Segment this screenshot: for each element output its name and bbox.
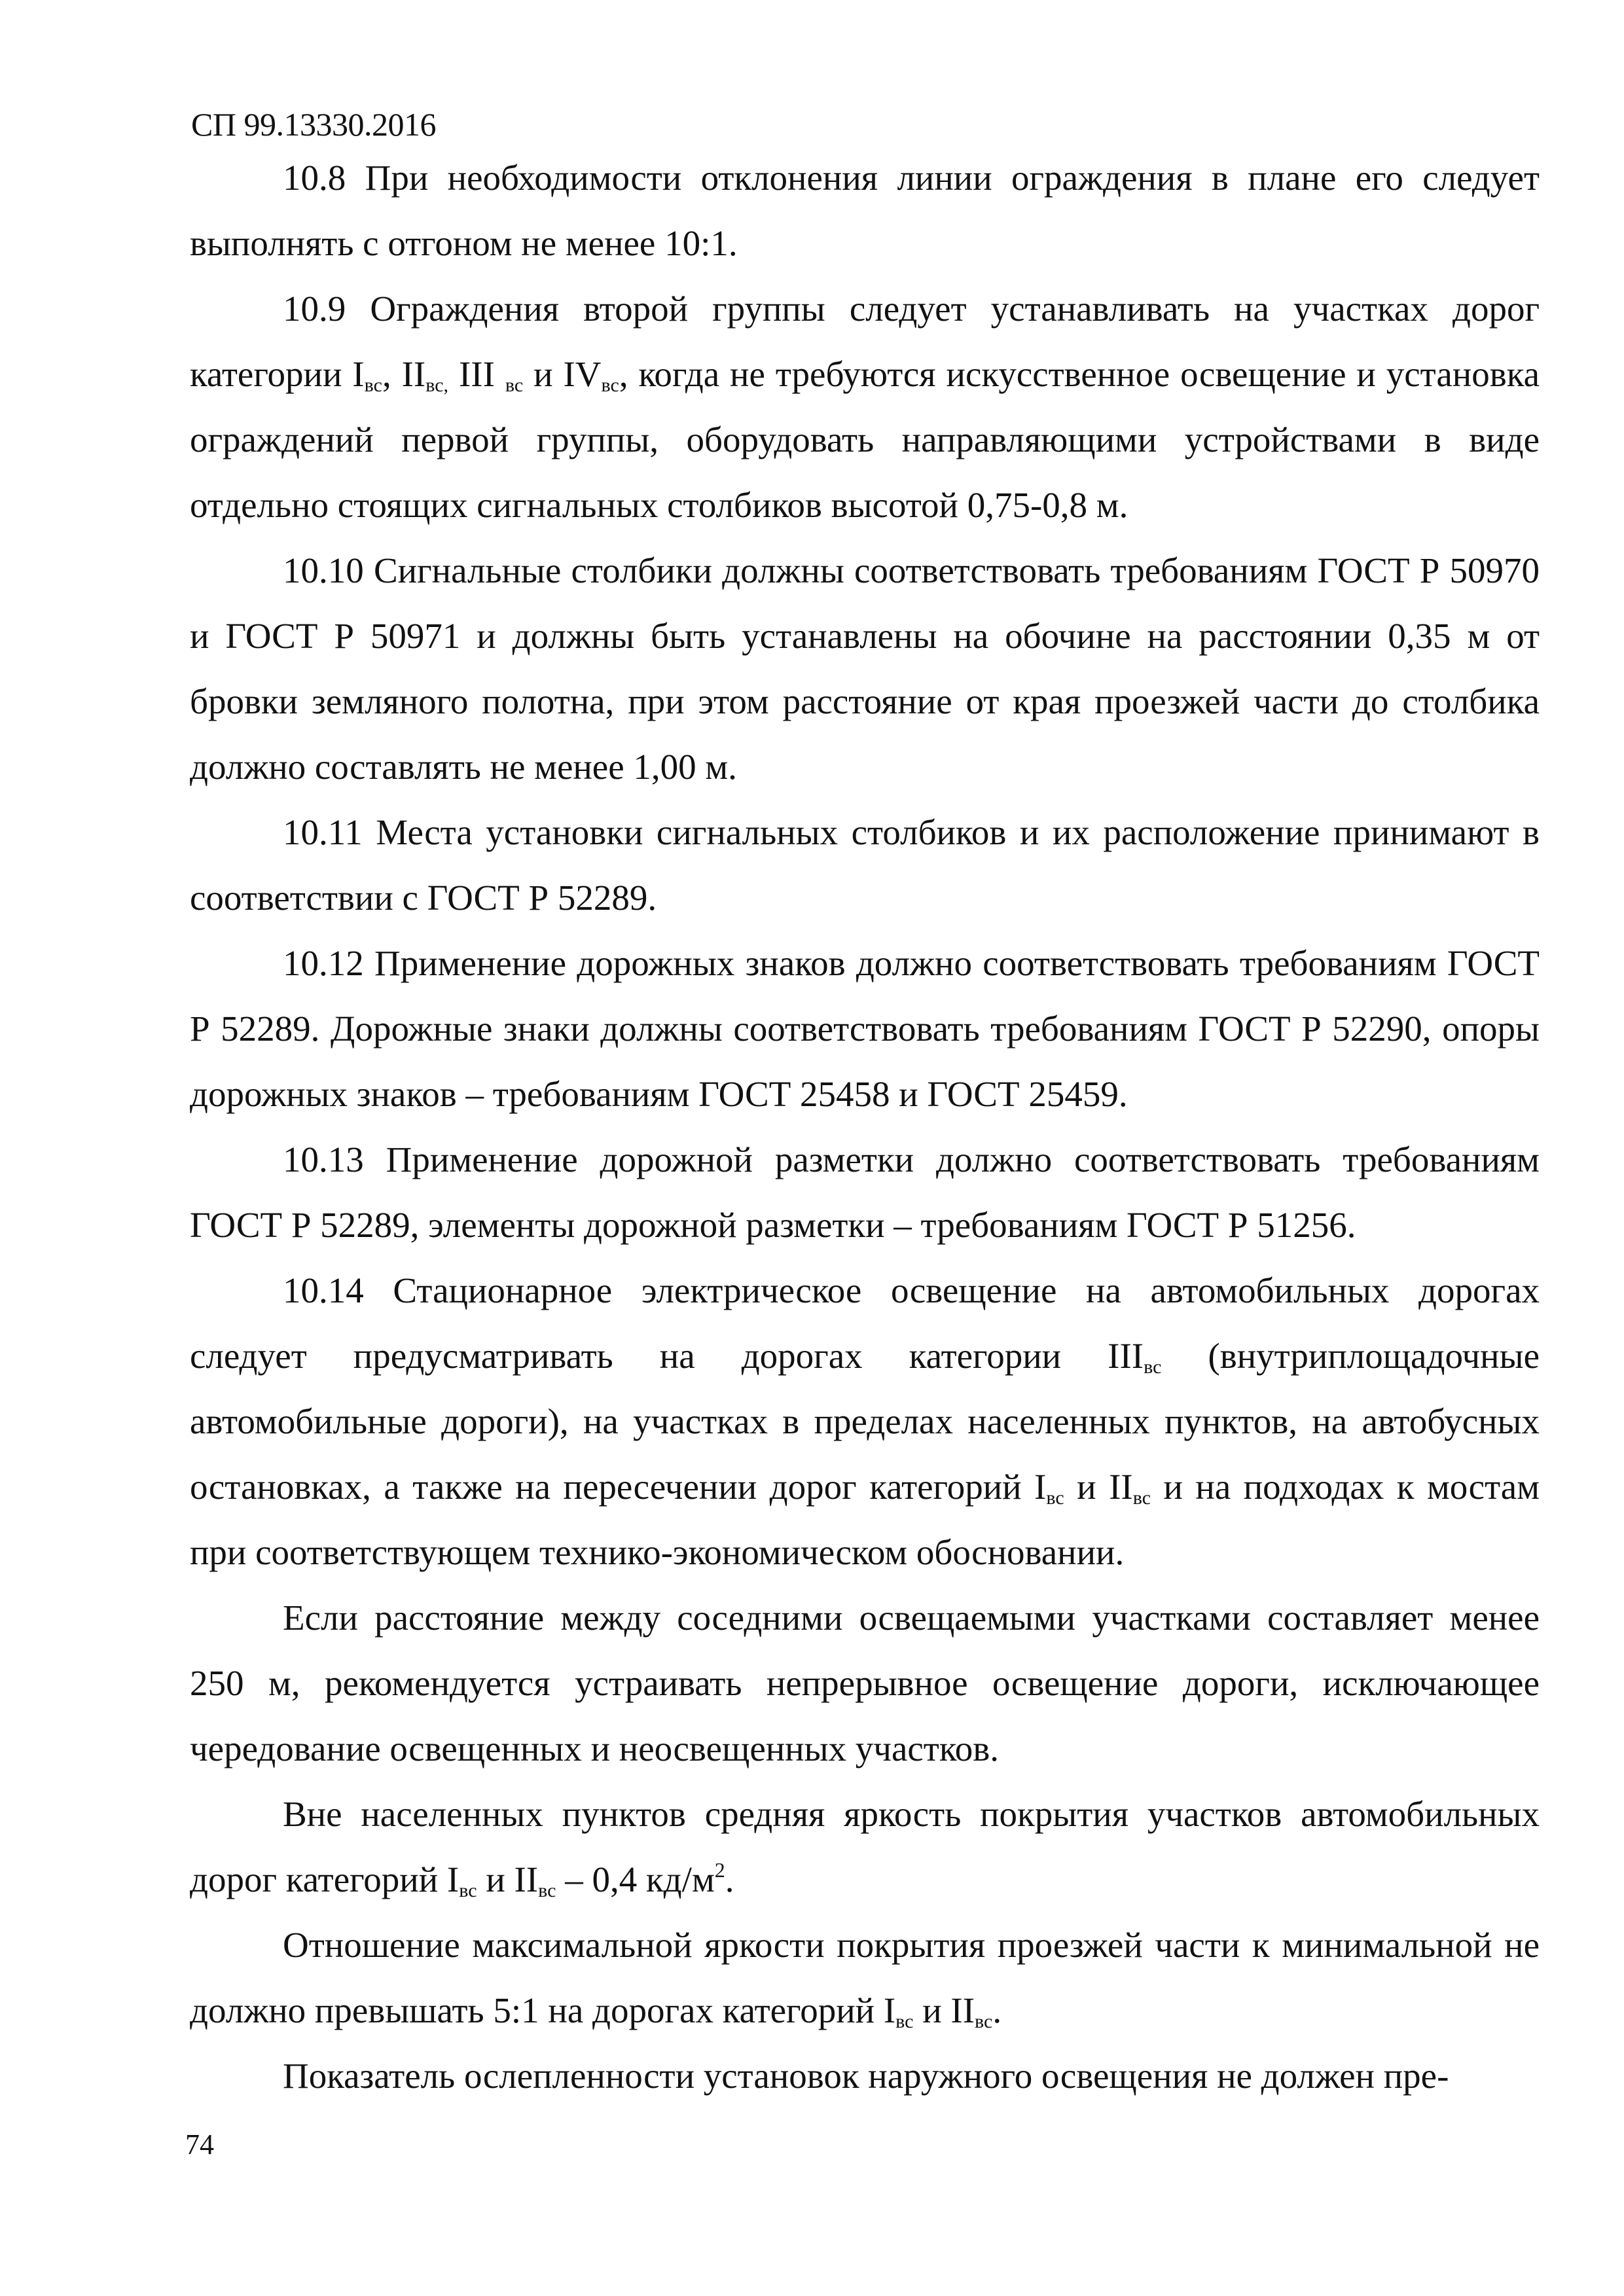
- subscript: вс: [601, 374, 619, 396]
- paragraph-10-14: 10.14 Стационарное электрическое освещение на автомобильных дорогах следует предусматривать на дорогах категории $III_{вс}$ (внутриплощадочные автомобильные дороги), на участках в пределах населенных пунктов, на автобусных остановках, а также на пересечении дорог категорий $I_{вс}$ и $II_{вс}$ и на подходах к мостам при соответствующем технико-экономическом обосновании.: [190, 1270, 1540, 1572]
- subscript: вс: [1132, 1487, 1151, 1509]
- paragraph-text: Применение дорожной разметки должно соответствовать требованиям ГОСТ Р 52289, элементы дорожной разметки – требованиям ГОСТ Р 51256.: [190, 1139, 1540, 1245]
- subscript: вс: [505, 374, 524, 396]
- subscript: вс: [459, 1880, 477, 1901]
- subscript: вс: [975, 2011, 993, 2032]
- paragraph-number: 10.9: [283, 289, 346, 329]
- paragraph-10-10: [190, 538, 1540, 800]
- document-code-header: СП 99.13330.2016: [191, 106, 436, 143]
- paragraph-text: Показатель ослепленности установок наружного освещения не должен пре-: [283, 2056, 1449, 2096]
- paragraph-number: 10.10: [283, 550, 364, 590]
- paragraph-number: 10.12: [283, 943, 364, 983]
- paragraph-number: 10.11: [283, 812, 363, 852]
- paragraph-text: Применение дорожных знаков должно соответствовать требованиям ГОСТ Р 52289. Дорожные знаки должны соответствовать требованиям ГОСТ Р 52290, опоры дорожных знаков – требованиям ГОСТ 25458 и ГОСТ 25459.: [190, 943, 1540, 1114]
- paragraph-number: 10.14: [283, 1270, 364, 1310]
- paragraph-10-11: [190, 800, 1540, 931]
- paragraph-number: 10.8: [283, 158, 346, 198]
- subscript: вс: [1144, 1356, 1162, 1378]
- superscript: 2: [714, 1858, 725, 1882]
- paragraph-text: Сигнальные столбики должны соответствовать требованиям ГОСТ Р 50970 и ГОСТ Р 50971 и должны быть устанавлены на обочине на расстоянии 0,35 м от бровки земляного полотна, при этом расстояние от края проезжей части до столбика должно составлять не менее 1,00 м.: [190, 550, 1540, 787]
- paragraph-text: При необходимости отклонения линии ограждения в плане его следует выполнять с отгоном не менее 10:1.: [190, 158, 1540, 263]
- subscript: вс: [364, 374, 382, 396]
- subscript: вс: [1046, 1487, 1064, 1509]
- paragraph-text: Если расстояние между соседними освещаемыми участками составляет менее 250 м, рекомендуется устраивать непрерывное освещение дороги, исключающее чередование освещенных и неосвещенных участков.: [190, 1598, 1540, 1768]
- page-number: 74: [185, 2128, 214, 2161]
- paragraph-brightness-ratio: Отношение максимальной яркости покрытия проезжей части к минимальной не должно превышать 5:1 на дорогах категорий $I_{вс}$ и $II_{вс}$.: [190, 1925, 1540, 2032]
- paragraph-10-9: 10.9 Ограждения второй группы следует устанавливать на участках дорог категории $I_{вс}$, $II_{вс,}$ III $_{вс}$ и $IV_{вс}$, когда не требуются искусственное освещение и установка ограждений первой группы, оборудовать направляющими устройствами в виде отдельно стоящих сигнальных столбиков высотой 0,75-0,8 м.: [190, 289, 1540, 525]
- paragraph-average-brightness: Вне населенных пунктов средняя яркость покрытия участков автомобильных дорог категорий $I_{вс}$ и $II_{вс} - 0,4$ $кд/м^2$.: [190, 1794, 1540, 1901]
- subscript: вс: [895, 2011, 914, 2032]
- paragraph-10-13: [190, 1127, 1540, 1258]
- subscript: вс: [538, 1880, 556, 1901]
- document-body: [190, 145, 1540, 2109]
- paragraph-10-8: [190, 145, 1540, 276]
- paragraph-lighting-continuity: [190, 1585, 1540, 1782]
- paragraph-glare-index: [190, 2043, 1540, 2109]
- paragraph-text: Места установки сигнальных столбиков и их расположение принимают в соответствии с ГОСТ Р 52289.: [190, 812, 1540, 918]
- subscript: вс,: [425, 374, 449, 396]
- paragraph-number: 10.13: [283, 1139, 364, 1179]
- paragraph-10-12: [190, 931, 1540, 1127]
